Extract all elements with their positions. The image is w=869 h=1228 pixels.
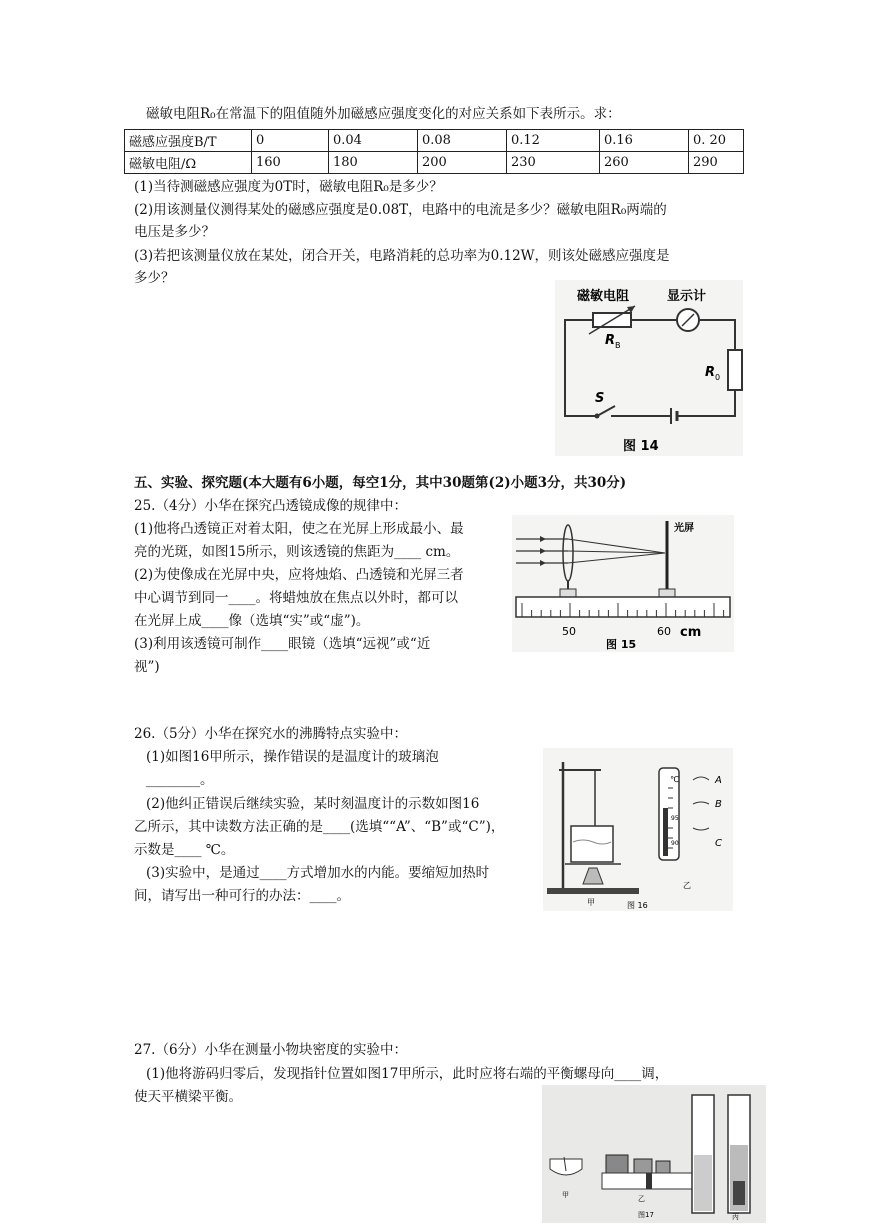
- fig14-caption: 图 14: [623, 439, 659, 454]
- q24-part3: (3)若把该测量仪放在某处，闭合开关，电路消耗的总功率为0.12W，则该处磁感应强度是: [134, 248, 670, 264]
- q27-line2: 使天平横梁平衡。: [134, 1089, 242, 1105]
- q26-line7: 间，请写出一种可行的办法：____。: [134, 888, 350, 904]
- fig17-jia: 甲: [562, 1191, 569, 1199]
- figure-14-circuit: [555, 280, 743, 456]
- fig16-unit: ℃: [670, 775, 679, 784]
- q27-line1: (1)他将游码归零后，发现指针位置如图17甲所示，此时应将右端的平衡螺母向____调，: [146, 1066, 669, 1082]
- q25-heading: 25.（4分）小华在探究凸透镜成像的规律中：: [134, 498, 408, 514]
- fig17-bing: 丙: [732, 1213, 739, 1221]
- q26-line4: 乙所示，其中读数方法正确的是____(选填““A”、“B”或“C”)，: [134, 819, 505, 835]
- table-cell: 180: [329, 152, 418, 174]
- q25-line4: 中心调节到同一____。将蜡烛放在焦点以外时，都可以: [134, 590, 458, 606]
- fig14-rb-label: R: [605, 333, 616, 348]
- fig16-caption: 图 16: [627, 901, 648, 910]
- table-cell: 290: [689, 152, 744, 174]
- fig14-switch-label: S: [595, 391, 605, 406]
- fig15-unit: cm: [680, 625, 702, 640]
- q26-line3: (2)他纠正错误后继续实验，某时刻温度计的示数如图16: [146, 796, 480, 812]
- fig17-yi: 乙: [638, 1195, 645, 1203]
- q25-line1: (1)他将凸透镜正对着太阳，使之在光屏上形成最小、最: [134, 521, 464, 537]
- table-cell: 0.08: [418, 130, 507, 152]
- eye-b-icon: [693, 802, 709, 804]
- table-cell: 0.12: [507, 130, 600, 152]
- q26-line2: ________。: [146, 772, 214, 788]
- weight-20g: [634, 1159, 652, 1173]
- eye-c-icon: [693, 828, 709, 830]
- fig16-label-c: C: [715, 838, 722, 849]
- table-row: [125, 152, 744, 174]
- q26-heading: 26.（5分）小华在探究水的沸腾特点实验中：: [134, 726, 408, 742]
- switch-symbol: [597, 406, 615, 416]
- fig16-label-a: A: [715, 775, 722, 786]
- figure-15-lens-bench: [512, 515, 734, 652]
- fig14-resistor-label: 磁敏电阻: [577, 289, 630, 304]
- fig16-label-b: B: [715, 799, 722, 810]
- weight-10g: [656, 1161, 670, 1173]
- table-cell: 磁敏电阻/Ω: [125, 152, 252, 174]
- q24-part3-cont: 多少？: [134, 270, 175, 286]
- q25-line2: 亮的光斑，如图15所示，则该透镜的焦距为____ cm。: [134, 544, 460, 560]
- table-row: [125, 130, 744, 152]
- fig16-yi: 乙: [683, 881, 691, 890]
- convex-lens-symbol: [563, 525, 573, 581]
- fig16-jia: 甲: [587, 898, 595, 907]
- burner-symbol: [583, 868, 603, 884]
- q24-part2: (2)用该测量仪测得某处的磁感应强度是0.08T，电路中的电流是多少？磁敏电阻R₀两端的: [134, 202, 667, 218]
- table-cell: 0.16: [600, 130, 689, 152]
- q25-line6: (3)利用该透镜可制作____眼镜（选填“远视”或“近: [134, 636, 431, 652]
- table-cell: 160: [252, 152, 329, 174]
- ruler-symbol: [516, 597, 730, 617]
- fig15-caption: 图 15: [606, 638, 637, 651]
- fig17-caption: 图17: [638, 1211, 654, 1219]
- eye-a-icon: [693, 777, 709, 780]
- iron-stand-base: [547, 888, 639, 894]
- q25-line5: 在光屏上成____像（选填“实”或“虚”)。: [134, 613, 370, 629]
- fig14-r0-sub: 0: [715, 373, 721, 382]
- figure-17-balance: [542, 1085, 766, 1223]
- balance-pointer-scale: [550, 1159, 582, 1175]
- section5-heading: 五、实验、探究题(本大题有6小题，每空1分，其中30题第(2)小题3分，共30分): [134, 475, 627, 491]
- q24-part2-cont: 电压是多少？: [134, 224, 215, 240]
- fig15-tick-50: 50: [562, 625, 576, 638]
- table-cell: 0.04: [329, 130, 418, 152]
- fig15-tick-60: 60: [657, 625, 671, 638]
- r0-resistor-symbol: [728, 350, 742, 390]
- fig14-r0-label: R: [705, 365, 716, 380]
- table-cell: 260: [600, 152, 689, 174]
- fig16-t1: 95: [671, 815, 679, 822]
- fig16-t2: 90: [671, 840, 679, 847]
- q25-line7: 视”): [134, 659, 160, 675]
- weight-50g: [606, 1155, 628, 1173]
- fig14-meter-label: 显示计: [667, 289, 707, 304]
- table-cell: 磁感应强度B/T: [125, 130, 252, 152]
- data-table: [124, 129, 744, 174]
- figure-16-boiling: [543, 748, 733, 911]
- table-cell: 0. 20: [689, 130, 744, 152]
- fig14-rb-sub: B: [615, 341, 621, 350]
- table-cell: 0: [252, 130, 329, 152]
- table-cell: 230: [507, 152, 600, 174]
- q24-part1: (1)当待测磁感应强度为0T时，磁敏电阻R₀是多少？: [134, 179, 443, 195]
- q26-line5: 示数是____ ℃。: [134, 842, 235, 858]
- table-cell: 200: [418, 152, 507, 174]
- q26-line6: (3)实验中，是通过____方式增加水的内能。要缩短加热时: [146, 865, 490, 881]
- fig15-screen-label: 光屏: [674, 523, 694, 534]
- q26-line1: (1)如图16甲所示，操作错误的是温度计的玻璃泡: [146, 749, 439, 765]
- q25-line3: (2)为使像成在光屏中央，应将烛焰、凸透镜和光屏三者: [134, 567, 464, 583]
- q27-heading: 27.（6分）小华在测量小物块密度的实验中：: [134, 1042, 408, 1058]
- intro-text: 磁敏电阻R₀在常温下的阻值随外加磁感应强度变化的对应关系如下表所示。求：: [146, 106, 621, 122]
